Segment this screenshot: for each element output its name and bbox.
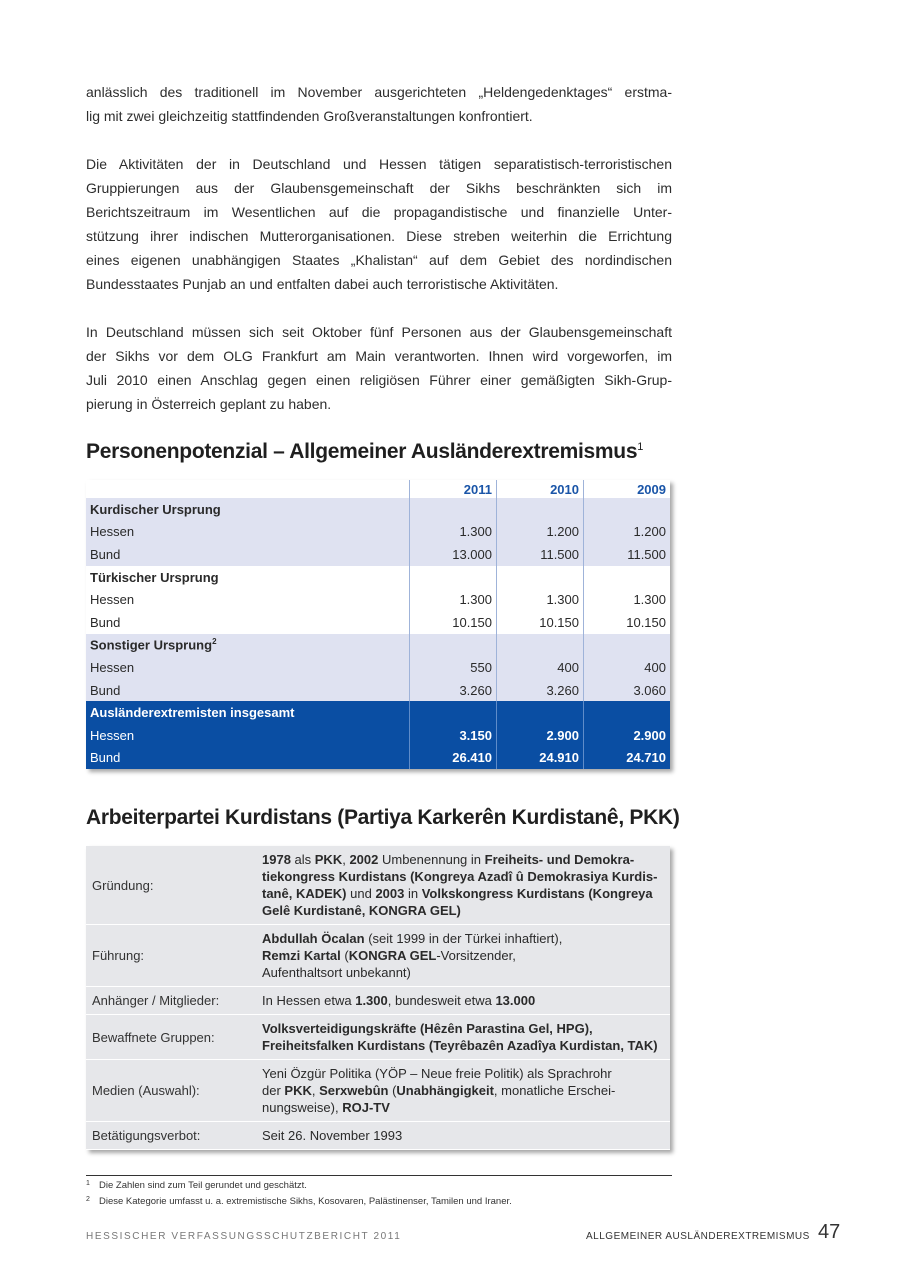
table-row	[86, 521, 670, 544]
text-line: eines eigenen unabhängigen Staates „Khalistan“ auf dem Gebiet des nordindischen	[86, 252, 672, 268]
fact-value-line	[262, 885, 664, 902]
fact-label: Bewaffnete Gruppen:	[86, 1015, 256, 1060]
value-cell: 1.300	[584, 588, 671, 611]
fact-value-line	[262, 1020, 664, 1037]
personenpotenzial-table	[86, 480, 670, 769]
group-name	[86, 498, 410, 521]
text-line: Gruppierungen aus der Glaubensgemeinschaft der Sikhs beschränkten sich im	[86, 180, 672, 196]
text-line: Die Aktivitäten der in Deutschland und Hessen tätigen separatistisch-terroristischen	[86, 156, 672, 172]
text-line: lig mit zwei gleichzeitig stattfindenden Großveranstaltungen konfrontiert.	[86, 108, 533, 124]
text-segment: ,	[342, 852, 350, 867]
group-name	[86, 634, 410, 657]
text-segment: 2002	[349, 852, 379, 867]
table-row	[86, 724, 670, 747]
text-segment: (	[388, 1083, 397, 1098]
text-segment: Umbenennung in	[378, 852, 485, 867]
row-label: Hessen	[86, 724, 410, 747]
text-segment: In Hessen etwa	[262, 993, 356, 1008]
value-cell: 11.500	[497, 543, 584, 566]
header-blank	[86, 480, 410, 498]
text-segment: Seit 26. November 1993	[262, 1128, 403, 1143]
page-number: 47	[818, 1221, 841, 1243]
text-segment: Gelê Kurdistanê, KONGRA GEL)	[262, 903, 461, 918]
text-segment: tiekongress Kurdistans (Kongreya Azadî û Demokrasiya Kurdis-	[262, 869, 658, 884]
year-header: 2010	[497, 480, 584, 498]
fact-value-line	[262, 930, 664, 947]
footer-chapter: ALLGEMEINER AUSLÄNDEREXTREMISMUS	[586, 1231, 810, 1242]
fact-value-line	[262, 1082, 664, 1099]
value-cell: 1.200	[497, 521, 584, 544]
empty-cell	[410, 701, 497, 724]
text-segment: 1.300	[355, 993, 388, 1008]
fact-value	[256, 846, 670, 925]
value-cell: 3.260	[410, 679, 497, 702]
fact-value-line	[262, 1127, 664, 1144]
fact-value	[256, 1122, 670, 1150]
fact-label: Medien (Auswahl):	[86, 1060, 256, 1122]
fact-value-line	[262, 964, 664, 981]
footnote-text: Die Zahlen sind zum Teil gerundet und geschätzt.	[99, 1180, 307, 1191]
fact-row	[86, 1122, 670, 1150]
text-segment: Freiheits- und Demokra-	[484, 852, 635, 867]
text-segment: , monatliche Erschei-	[493, 1083, 616, 1098]
text-segment: -Vorsitzender,	[436, 948, 516, 963]
table-row	[86, 679, 670, 702]
fact-row	[86, 987, 670, 1015]
fact-label: Anhänger / Mitglieder:	[86, 987, 256, 1015]
value-cell: 2.900	[584, 724, 671, 747]
footnote-number: 1	[86, 1180, 90, 1187]
fact-label: Gründung:	[86, 846, 256, 925]
fact-row	[86, 1060, 670, 1122]
text-line: der Sikhs vor dem OLG Frankfurt am Main verantworten. Ihnen wird vorgeworfen, im	[86, 348, 672, 364]
text-segment: PKK	[314, 852, 343, 867]
section-title-pkk: Arbeiterpartei Kurdistans (Partiya Karkerên Kurdistanê, PKK)	[86, 806, 680, 829]
text-segment: Volkskongress Kurdistans (Kongreya	[421, 886, 653, 901]
fact-value-line	[262, 902, 664, 919]
text-segment: 1978	[262, 852, 291, 867]
value-cell: 10.150	[497, 611, 584, 634]
group-name	[86, 566, 410, 589]
text-line: Juli 2010 einen Anschlag gegen einen religiösen Führer einer gemäßigten Sikh-Grup-	[86, 372, 672, 388]
text-segment: Abdullah Öcalan	[262, 931, 365, 946]
text-segment: Unabhängigkeit	[396, 1083, 494, 1098]
fact-row	[86, 1015, 670, 1060]
value-cell: 1.300	[410, 588, 497, 611]
empty-cell	[497, 701, 584, 724]
group-header-row	[86, 701, 670, 724]
fact-value	[256, 925, 670, 987]
value-cell: 10.150	[584, 611, 671, 634]
text-segment: nungsweise),	[262, 1100, 343, 1115]
value-cell: 24.910	[497, 747, 584, 770]
value-cell: 400	[584, 656, 671, 679]
footnote-number: 2	[86, 1196, 90, 1203]
table-row	[86, 611, 670, 634]
row-label: Bund	[86, 611, 410, 634]
empty-cell	[410, 498, 497, 521]
text-segment: , bundesweit etwa	[387, 993, 496, 1008]
empty-cell	[497, 634, 584, 657]
text-segment: ,	[311, 1083, 320, 1098]
value-cell: 400	[497, 656, 584, 679]
fact-row	[86, 846, 670, 925]
row-label: Bund	[86, 747, 410, 770]
table-row	[86, 588, 670, 611]
footer-publication: HESSISCHER VERFASSUNGSSCHUTZBERICHT 2011	[86, 1231, 402, 1242]
paragraph	[86, 320, 672, 416]
value-cell: 1.300	[410, 521, 497, 544]
value-cell: 1.300	[497, 588, 584, 611]
group-header-row	[86, 566, 670, 589]
fact-value-line	[262, 992, 664, 1009]
empty-cell	[410, 566, 497, 589]
value-cell: 3.150	[410, 724, 497, 747]
text-segment: Freiheitsfalken Kurdistans (Teyrêbazên Azadîya Kurdistan, TAK)	[262, 1038, 658, 1053]
footnote	[86, 1178, 672, 1194]
fact-value-line	[262, 868, 664, 885]
paragraphs	[86, 80, 672, 416]
text-segment: und	[346, 886, 376, 901]
empty-cell	[584, 634, 671, 657]
table-row	[86, 656, 670, 679]
text-segment: als	[290, 852, 315, 867]
text-line: In Deutschland müssen sich seit Oktober fünf Personen aus der Glaubensgemeinschaft	[86, 324, 672, 340]
footnote	[86, 1194, 672, 1210]
text-segment: PKK	[284, 1083, 312, 1098]
group-name	[86, 701, 410, 724]
group-name-text: Ausländerextremisten insgesamt	[90, 705, 295, 721]
group-name-text: Kurdischer Ursprung	[90, 501, 221, 517]
fact-value-line	[262, 947, 664, 964]
table-row	[86, 747, 670, 770]
fact-value-line	[262, 1099, 664, 1116]
section1-title-footnote-mark: 1	[637, 441, 644, 453]
year-header: 2011	[410, 480, 497, 498]
value-cell: 13.000	[410, 543, 497, 566]
value-cell: 11.500	[584, 543, 671, 566]
group-name-text: Türkischer Ursprung	[90, 569, 219, 585]
paragraph	[86, 80, 672, 128]
text-line: anlässlich des traditionell im November ausgerichteten „Heldengedenktages“ erstma-	[86, 84, 672, 100]
pkk-fact-table	[86, 846, 670, 1150]
text-segment: Remzi Kartal	[262, 948, 341, 963]
section-title-personenpotenzial	[86, 440, 672, 464]
value-cell: 550	[410, 656, 497, 679]
fact-value	[256, 987, 670, 1015]
empty-cell	[497, 498, 584, 521]
text-segment: ROJ-TV	[342, 1100, 390, 1115]
footnotes	[86, 1175, 672, 1210]
fact-value-line	[262, 851, 664, 868]
group-header-row	[86, 498, 670, 521]
fact-row	[86, 925, 670, 987]
text-segment: Serxwebûn	[319, 1083, 389, 1098]
group-header-row	[86, 634, 670, 657]
empty-cell	[410, 634, 497, 657]
fact-label: Betätigungsverbot:	[86, 1122, 256, 1150]
text-segment: (seit 1999 in der Türkei inhaftiert),	[364, 931, 563, 946]
text-line: Berichtszeitraum im Wesentlichen auf die propagandistische und finanzielle Unter-	[86, 204, 672, 220]
value-cell: 26.410	[410, 747, 497, 770]
value-cell: 3.060	[584, 679, 671, 702]
text-line: Bundesstaates Punjab an und entfalten dabei auch terroristische Aktivitäten.	[86, 276, 559, 292]
section1-title-text: Personenpotenzial – Allgemeiner Ausländerextremismus	[86, 440, 638, 463]
text-segment: Yeni Özgür Politika (YÖP – Neue freie Politik) als Sprachrohr	[262, 1066, 612, 1081]
fact-value-line	[262, 1037, 664, 1054]
group-name-text: Sonstiger Ursprung	[90, 637, 213, 653]
row-label: Bund	[86, 679, 410, 702]
empty-cell	[584, 701, 671, 724]
text-segment: 13.000	[495, 993, 536, 1008]
body-text	[86, 80, 672, 464]
table-row	[86, 543, 670, 566]
empty-cell	[497, 566, 584, 589]
value-cell: 3.260	[497, 679, 584, 702]
fact-value-line	[262, 1065, 664, 1082]
value-cell: 24.710	[584, 747, 671, 770]
fact-value	[256, 1060, 670, 1122]
row-label: Hessen	[86, 588, 410, 611]
text-segment: (	[340, 948, 349, 963]
text-segment: Volksverteidigungskräfte (Hêzên Parastina Gel, HPG),	[262, 1021, 593, 1036]
text-segment: KONGRA GEL	[348, 948, 437, 963]
text-segment: der	[262, 1083, 285, 1098]
row-label: Hessen	[86, 656, 410, 679]
value-cell: 1.200	[584, 521, 671, 544]
year-header: 2009	[584, 480, 671, 498]
footnote-text: Diese Kategorie umfasst u. a. extremistische Sikhs, Kosovaren, Palästinenser, Tamilen und Iraner.	[99, 1196, 512, 1207]
value-cell: 10.150	[410, 611, 497, 634]
text-segment: Aufenthaltsort unbekannt)	[262, 965, 411, 980]
text-line: stützung ihrer indischen Mutterorganisationen. Diese streben weiterhin die Errichtung	[86, 228, 672, 244]
row-label: Hessen	[86, 521, 410, 544]
fact-value	[256, 1015, 670, 1060]
empty-cell	[584, 566, 671, 589]
fact-label: Führung:	[86, 925, 256, 987]
text-segment: in	[404, 886, 422, 901]
value-cell: 2.900	[497, 724, 584, 747]
year-header-row	[86, 480, 670, 498]
paragraph	[86, 152, 672, 296]
text-segment: tanê, KADEK)	[262, 886, 347, 901]
empty-cell	[584, 498, 671, 521]
footnote-mark: 2	[212, 637, 217, 647]
text-segment: 2003	[375, 886, 405, 901]
text-line: pierung in Österreich geplant zu haben.	[86, 396, 332, 412]
row-label: Bund	[86, 543, 410, 566]
